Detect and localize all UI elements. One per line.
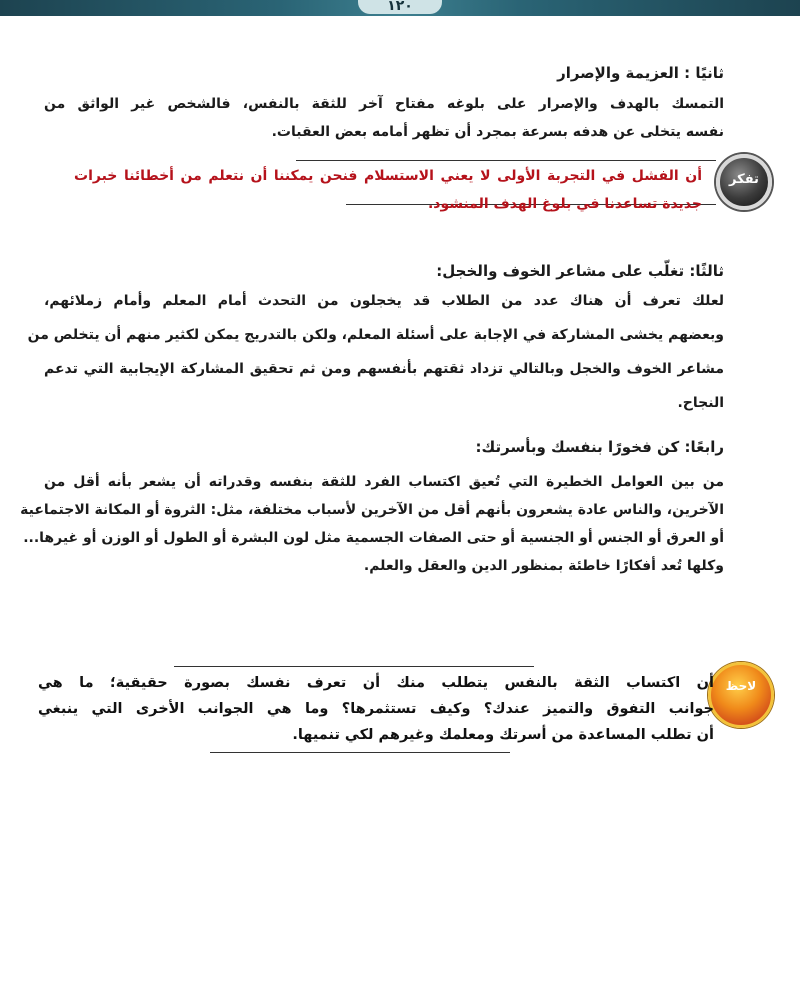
section-title-determination: ثانيًا : العزيمة والإصرار — [557, 64, 724, 82]
think-badge-label: تفكر — [729, 172, 759, 187]
paragraph-line: التمسك بالهدف والإصرار على بلوغه مفتاح آخر للثقة بالنفس، فالشخص غير الواثق من — [44, 96, 724, 112]
think-badge-icon — [716, 154, 772, 210]
paragraph-pride — [20, 468, 724, 580]
think-text — [74, 162, 702, 218]
paragraph-line: وبعضهم يخشى المشاركة في الإجابة على أسئلة المعلم، ولكن بالتدريج يمكن لكثير منهم أن يتخلص من — [27, 327, 724, 343]
page-number: ١٢٠ — [358, 0, 442, 14]
note-badge-label: لاحظ — [725, 679, 757, 693]
callout-rule-top — [296, 160, 716, 161]
paragraph-line: وكلها تُعد أفكارًا خاطئة بمنظور الدين والعقل والعلم. — [363, 558, 724, 574]
note-badge-icon — [708, 662, 774, 728]
callout-line: أن تطلب المساعدة من أسرتك ومعلمك وغيرهم لكي تنميها. — [292, 727, 714, 743]
note-callout — [24, 662, 757, 760]
paragraph-line: مشاعر الخوف والخجل وبالتالي تزداد ثقتهم بأنفسهم ومن ثم تحقيق المشاركة الإيجابية التي تدعم — [44, 361, 724, 377]
section-title-fear: ثالثًا: تغلّب على مشاعر الخوف والخجل: — [436, 262, 724, 280]
paragraph-determination — [44, 90, 724, 146]
callout-rule-top — [174, 666, 534, 667]
think-callout — [24, 152, 772, 224]
callout-line: جديدة تساعدنا في بلوغ الهدف المنشود. — [427, 196, 702, 212]
paragraph-line: أو العرق أو الجنس أو الجنسية أو حتى الصفات الجسمية مثل لون البشرة أو الطول أو الوزن أو غيرها... — [23, 530, 724, 546]
paragraph-line: النجاح. — [677, 395, 724, 411]
note-text — [38, 670, 714, 748]
paragraph-line: من بين العوامل الخطيرة التي تُعيق اكتساب الفرد للثقة بنفسه وقدراته أن يشعر بأنه أقل من — [44, 474, 724, 490]
callout-rule-bottom — [210, 752, 510, 753]
section-title-pride: رابعًا: كن فخورًا بنفسك وبأسرتك: — [475, 438, 724, 456]
paragraph-line: لعلك تعرف أن هناك عدد من الطلاب قد يخجلون من التحدث أمام المعلم وأمام زملائهم، — [44, 293, 724, 309]
paragraph-fear — [27, 284, 724, 420]
callout-line: أن الفشل في التجربة الأولى لا يعني الاستسلام فنحن يمكننا أن نتعلم من أخطائنا خبرات — [74, 168, 702, 184]
paragraph-line: نفسه يتخلى عن هدفه بسرعة بمجرد أن تظهر أمامه بعض العقبات. — [271, 124, 724, 140]
callout-line: أن اكتساب الثقة بالنفس يتطلب منك أن تعرف نفسك بصورة حقيقية؛ ما هي — [38, 675, 714, 691]
paragraph-line: الآخرين، والناس عادة يشعرون بأنهم أقل من الآخرين لأسباب مختلفة، مثل: الثروة أو المكانة الاجتماعية — [20, 502, 724, 518]
callout-line: جوانب التفوق والتميز عندك؟ وكيف تستثمرها؟ وما هي الجوانب الأخرى التي ينبغي — [38, 701, 714, 717]
